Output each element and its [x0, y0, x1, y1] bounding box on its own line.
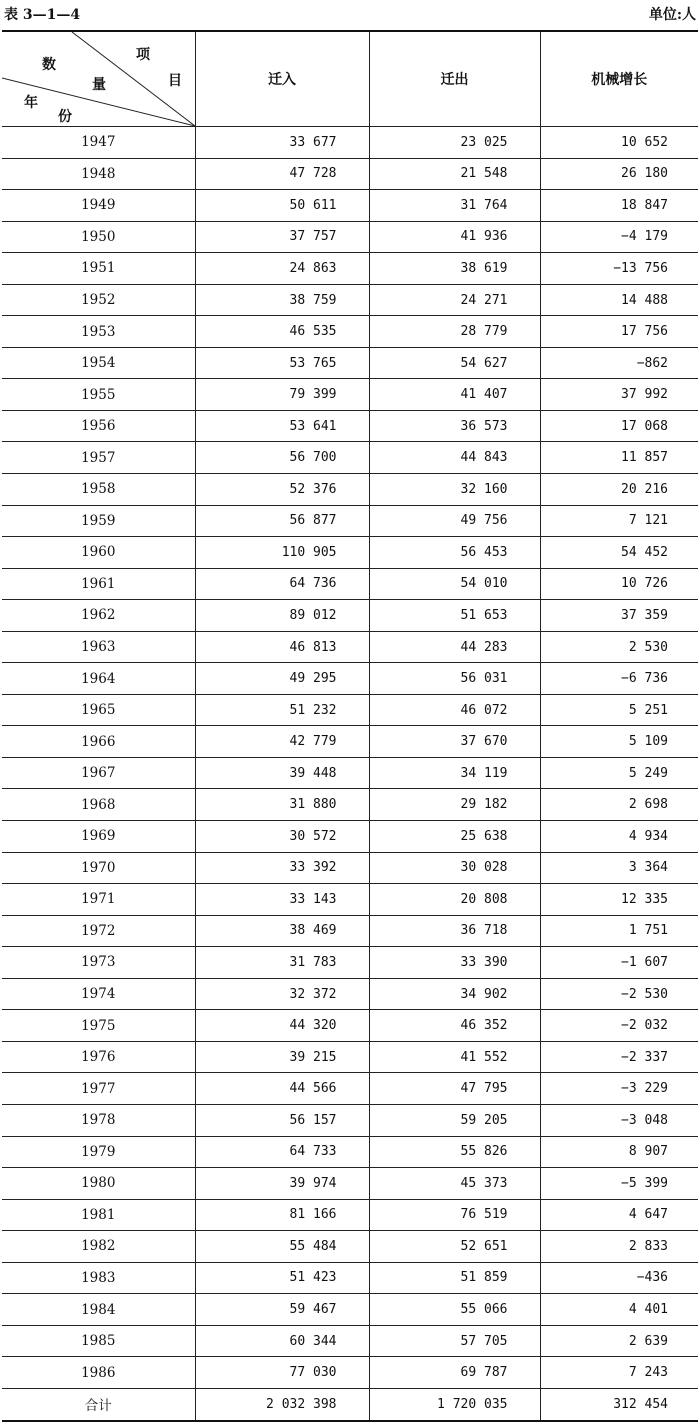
- in-cell: 33 392: [195, 852, 369, 884]
- table-row: [2, 1325, 698, 1357]
- in-cell: 46 813: [195, 631, 369, 663]
- table-row: [2, 789, 698, 821]
- table-row: [2, 852, 698, 884]
- in-cell: 30 572: [195, 821, 369, 853]
- year-cell: 1979: [2, 1136, 195, 1168]
- in-cell: 39 215: [195, 1041, 369, 1073]
- net-cell: 11 857: [540, 442, 698, 474]
- year-cell: 1969: [2, 821, 195, 853]
- header-net: 机械增长: [540, 31, 698, 127]
- total-out-cell: 1 720 035: [369, 1388, 540, 1421]
- in-cell: 110 905: [195, 537, 369, 569]
- table-row: [2, 1041, 698, 1073]
- table-row: [2, 631, 698, 663]
- out-cell: 37 670: [369, 726, 540, 758]
- net-cell: −1 607: [540, 947, 698, 979]
- out-cell: 20 808: [369, 884, 540, 916]
- out-cell: 46 352: [369, 1010, 540, 1042]
- corner-label-item-1: 项: [136, 47, 150, 63]
- net-cell: 2 530: [540, 631, 698, 663]
- table-label: 表 3—1—4: [4, 7, 81, 23]
- out-cell: 28 779: [369, 316, 540, 348]
- net-cell: 37 359: [540, 600, 698, 632]
- table-row: [2, 127, 698, 159]
- table-row: [2, 474, 698, 506]
- out-cell: 36 718: [369, 915, 540, 947]
- in-cell: 49 295: [195, 663, 369, 695]
- net-cell: −2 530: [540, 978, 698, 1010]
- year-cell: 1963: [2, 631, 195, 663]
- table-row: [2, 1104, 698, 1136]
- total-in-cell: 2 032 398: [195, 1388, 369, 1421]
- net-cell: 10 652: [540, 127, 698, 159]
- out-cell: 76 519: [369, 1199, 540, 1231]
- in-cell: 37 757: [195, 221, 369, 253]
- in-cell: 64 733: [195, 1136, 369, 1168]
- year-cell: 1947: [2, 127, 195, 159]
- table-row: [2, 442, 698, 474]
- year-cell: 1980: [2, 1168, 195, 1200]
- year-cell: 1984: [2, 1294, 195, 1326]
- in-cell: 60 344: [195, 1325, 369, 1357]
- year-cell: 1949: [2, 190, 195, 222]
- table-row: [2, 821, 698, 853]
- migration-table: [2, 30, 698, 1422]
- net-cell: 18 847: [540, 190, 698, 222]
- in-cell: 89 012: [195, 600, 369, 632]
- table-row: [2, 568, 698, 600]
- out-cell: 30 028: [369, 852, 540, 884]
- year-cell: 1965: [2, 694, 195, 726]
- out-cell: 21 548: [369, 158, 540, 190]
- net-cell: 7 121: [540, 505, 698, 537]
- out-cell: 47 795: [369, 1073, 540, 1105]
- out-cell: 36 573: [369, 410, 540, 442]
- table-row: [2, 1231, 698, 1263]
- table-caption: [4, 4, 696, 24]
- out-cell: 59 205: [369, 1104, 540, 1136]
- in-cell: 53 765: [195, 347, 369, 379]
- year-cell: 1981: [2, 1199, 195, 1231]
- table-row: [2, 915, 698, 947]
- table-row: [2, 1357, 698, 1389]
- total-row: [2, 1388, 698, 1421]
- in-cell: 31 880: [195, 789, 369, 821]
- net-cell: 2 833: [540, 1231, 698, 1263]
- net-cell: −5 399: [540, 1168, 698, 1200]
- year-cell: 1986: [2, 1357, 195, 1389]
- net-cell: 12 335: [540, 884, 698, 916]
- table-row: [2, 537, 698, 569]
- table-row: [2, 884, 698, 916]
- in-cell: 56 877: [195, 505, 369, 537]
- table-row: [2, 1199, 698, 1231]
- in-cell: 53 641: [195, 410, 369, 442]
- out-cell: 44 283: [369, 631, 540, 663]
- corner-label-year-2: 份: [58, 109, 72, 125]
- year-cell: 1973: [2, 947, 195, 979]
- year-cell: 1957: [2, 442, 195, 474]
- year-cell: 1978: [2, 1104, 195, 1136]
- table-row: [2, 190, 698, 222]
- table-row: [2, 221, 698, 253]
- table-row: [2, 158, 698, 190]
- in-cell: 39 974: [195, 1168, 369, 1200]
- year-cell: 1948: [2, 158, 195, 190]
- net-cell: 26 180: [540, 158, 698, 190]
- in-cell: 24 863: [195, 253, 369, 285]
- corner-label-item-2: 目: [168, 73, 182, 89]
- in-cell: 77 030: [195, 1357, 369, 1389]
- table-row: [2, 757, 698, 789]
- table-row: [2, 1073, 698, 1105]
- in-cell: 51 423: [195, 1262, 369, 1294]
- table-row: [2, 410, 698, 442]
- out-cell: 25 638: [369, 821, 540, 853]
- year-cell: 1964: [2, 663, 195, 695]
- total-net-cell: 312 454: [540, 1388, 698, 1421]
- out-cell: 44 843: [369, 442, 540, 474]
- table-row: [2, 694, 698, 726]
- year-cell: 1953: [2, 316, 195, 348]
- net-cell: 4 401: [540, 1294, 698, 1326]
- out-cell: 29 182: [369, 789, 540, 821]
- corner-label-quantity-1: 数: [42, 57, 56, 73]
- unit-label: 单位:人: [648, 7, 696, 23]
- in-cell: 56 157: [195, 1104, 369, 1136]
- year-cell: 1977: [2, 1073, 195, 1105]
- net-cell: 17 068: [540, 410, 698, 442]
- in-cell: 79 399: [195, 379, 369, 411]
- out-cell: 33 390: [369, 947, 540, 979]
- out-cell: 31 764: [369, 190, 540, 222]
- table-row: [2, 347, 698, 379]
- out-cell: 51 859: [369, 1262, 540, 1294]
- year-cell: 1971: [2, 884, 195, 916]
- table-row: [2, 1136, 698, 1168]
- out-cell: 38 619: [369, 253, 540, 285]
- year-cell: 1962: [2, 600, 195, 632]
- year-cell: 1954: [2, 347, 195, 379]
- net-cell: 7 243: [540, 1357, 698, 1389]
- table-row: [2, 1010, 698, 1042]
- table-row: [2, 505, 698, 537]
- net-cell: 14 488: [540, 284, 698, 316]
- net-cell: 5 109: [540, 726, 698, 758]
- out-cell: 54 627: [369, 347, 540, 379]
- corner-label-quantity-2: 量: [92, 77, 106, 93]
- out-cell: 41 552: [369, 1041, 540, 1073]
- year-cell: 1974: [2, 978, 195, 1010]
- out-cell: 45 373: [369, 1168, 540, 1200]
- in-cell: 33 143: [195, 884, 369, 916]
- year-cell: 1972: [2, 915, 195, 947]
- year-cell: 1956: [2, 410, 195, 442]
- in-cell: 55 484: [195, 1231, 369, 1263]
- year-cell: 1976: [2, 1041, 195, 1073]
- out-cell: 54 010: [369, 568, 540, 600]
- in-cell: 44 320: [195, 1010, 369, 1042]
- out-cell: 56 031: [369, 663, 540, 695]
- net-cell: 20 216: [540, 474, 698, 506]
- net-cell: 17 756: [540, 316, 698, 348]
- table-row: [2, 1262, 698, 1294]
- year-cell: 1955: [2, 379, 195, 411]
- table-row: [2, 379, 698, 411]
- net-cell: 1 751: [540, 915, 698, 947]
- out-cell: 32 160: [369, 474, 540, 506]
- year-cell: 1959: [2, 505, 195, 537]
- year-cell: 1983: [2, 1262, 195, 1294]
- net-cell: 5 249: [540, 757, 698, 789]
- in-cell: 46 535: [195, 316, 369, 348]
- out-cell: 49 756: [369, 505, 540, 537]
- header-row: [2, 31, 698, 127]
- in-cell: 31 783: [195, 947, 369, 979]
- net-cell: 37 992: [540, 379, 698, 411]
- out-cell: 56 453: [369, 537, 540, 569]
- year-cell: 1951: [2, 253, 195, 285]
- year-cell: 1950: [2, 221, 195, 253]
- year-cell: 1975: [2, 1010, 195, 1042]
- out-cell: 24 271: [369, 284, 540, 316]
- in-cell: 52 376: [195, 474, 369, 506]
- in-cell: 50 611: [195, 190, 369, 222]
- net-cell: −3 229: [540, 1073, 698, 1105]
- out-cell: 52 651: [369, 1231, 540, 1263]
- net-cell: 3 364: [540, 852, 698, 884]
- year-cell: 1961: [2, 568, 195, 600]
- year-cell: 1952: [2, 284, 195, 316]
- in-cell: 39 448: [195, 757, 369, 789]
- in-cell: 47 728: [195, 158, 369, 190]
- in-cell: 51 232: [195, 694, 369, 726]
- net-cell: −436: [540, 1262, 698, 1294]
- net-cell: 8 907: [540, 1136, 698, 1168]
- in-cell: 81 166: [195, 1199, 369, 1231]
- diagonal-corner-header: [2, 31, 195, 127]
- in-cell: 44 566: [195, 1073, 369, 1105]
- year-cell: 1960: [2, 537, 195, 569]
- table-row: [2, 947, 698, 979]
- header-out: 迁出: [369, 31, 540, 127]
- total-label: 合计: [2, 1388, 195, 1421]
- table-row: [2, 316, 698, 348]
- net-cell: −13 756: [540, 253, 698, 285]
- in-cell: 59 467: [195, 1294, 369, 1326]
- year-cell: 1970: [2, 852, 195, 884]
- net-cell: −6 736: [540, 663, 698, 695]
- net-cell: −862: [540, 347, 698, 379]
- out-cell: 41 407: [369, 379, 540, 411]
- net-cell: −2 337: [540, 1041, 698, 1073]
- out-cell: 41 936: [369, 221, 540, 253]
- out-cell: 34 119: [369, 757, 540, 789]
- year-cell: 1968: [2, 789, 195, 821]
- table-row: [2, 284, 698, 316]
- in-cell: 38 469: [195, 915, 369, 947]
- year-cell: 1966: [2, 726, 195, 758]
- table-row: [2, 253, 698, 285]
- net-cell: 4 934: [540, 821, 698, 853]
- corner-label-year-1: 年: [24, 95, 38, 111]
- net-cell: −2 032: [540, 1010, 698, 1042]
- out-cell: 34 902: [369, 978, 540, 1010]
- net-cell: −3 048: [540, 1104, 698, 1136]
- net-cell: 10 726: [540, 568, 698, 600]
- in-cell: 64 736: [195, 568, 369, 600]
- out-cell: 57 705: [369, 1325, 540, 1357]
- table-row: [2, 726, 698, 758]
- out-cell: 55 066: [369, 1294, 540, 1326]
- out-cell: 46 072: [369, 694, 540, 726]
- in-cell: 33 677: [195, 127, 369, 159]
- in-cell: 42 779: [195, 726, 369, 758]
- header-in: 迁入: [195, 31, 369, 127]
- net-cell: 4 647: [540, 1199, 698, 1231]
- in-cell: 38 759: [195, 284, 369, 316]
- net-cell: 54 452: [540, 537, 698, 569]
- table-row: [2, 600, 698, 632]
- in-cell: 56 700: [195, 442, 369, 474]
- table-row: [2, 1168, 698, 1200]
- out-cell: 55 826: [369, 1136, 540, 1168]
- table-row: [2, 1294, 698, 1326]
- in-cell: 32 372: [195, 978, 369, 1010]
- out-cell: 69 787: [369, 1357, 540, 1389]
- year-cell: 1982: [2, 1231, 195, 1263]
- year-cell: 1958: [2, 474, 195, 506]
- net-cell: 5 251: [540, 694, 698, 726]
- year-cell: 1985: [2, 1325, 195, 1357]
- table-row: [2, 978, 698, 1010]
- net-cell: 2 698: [540, 789, 698, 821]
- out-cell: 51 653: [369, 600, 540, 632]
- year-cell: 1967: [2, 757, 195, 789]
- table-row: [2, 663, 698, 695]
- net-cell: 2 639: [540, 1325, 698, 1357]
- net-cell: −4 179: [540, 221, 698, 253]
- out-cell: 23 025: [369, 127, 540, 159]
